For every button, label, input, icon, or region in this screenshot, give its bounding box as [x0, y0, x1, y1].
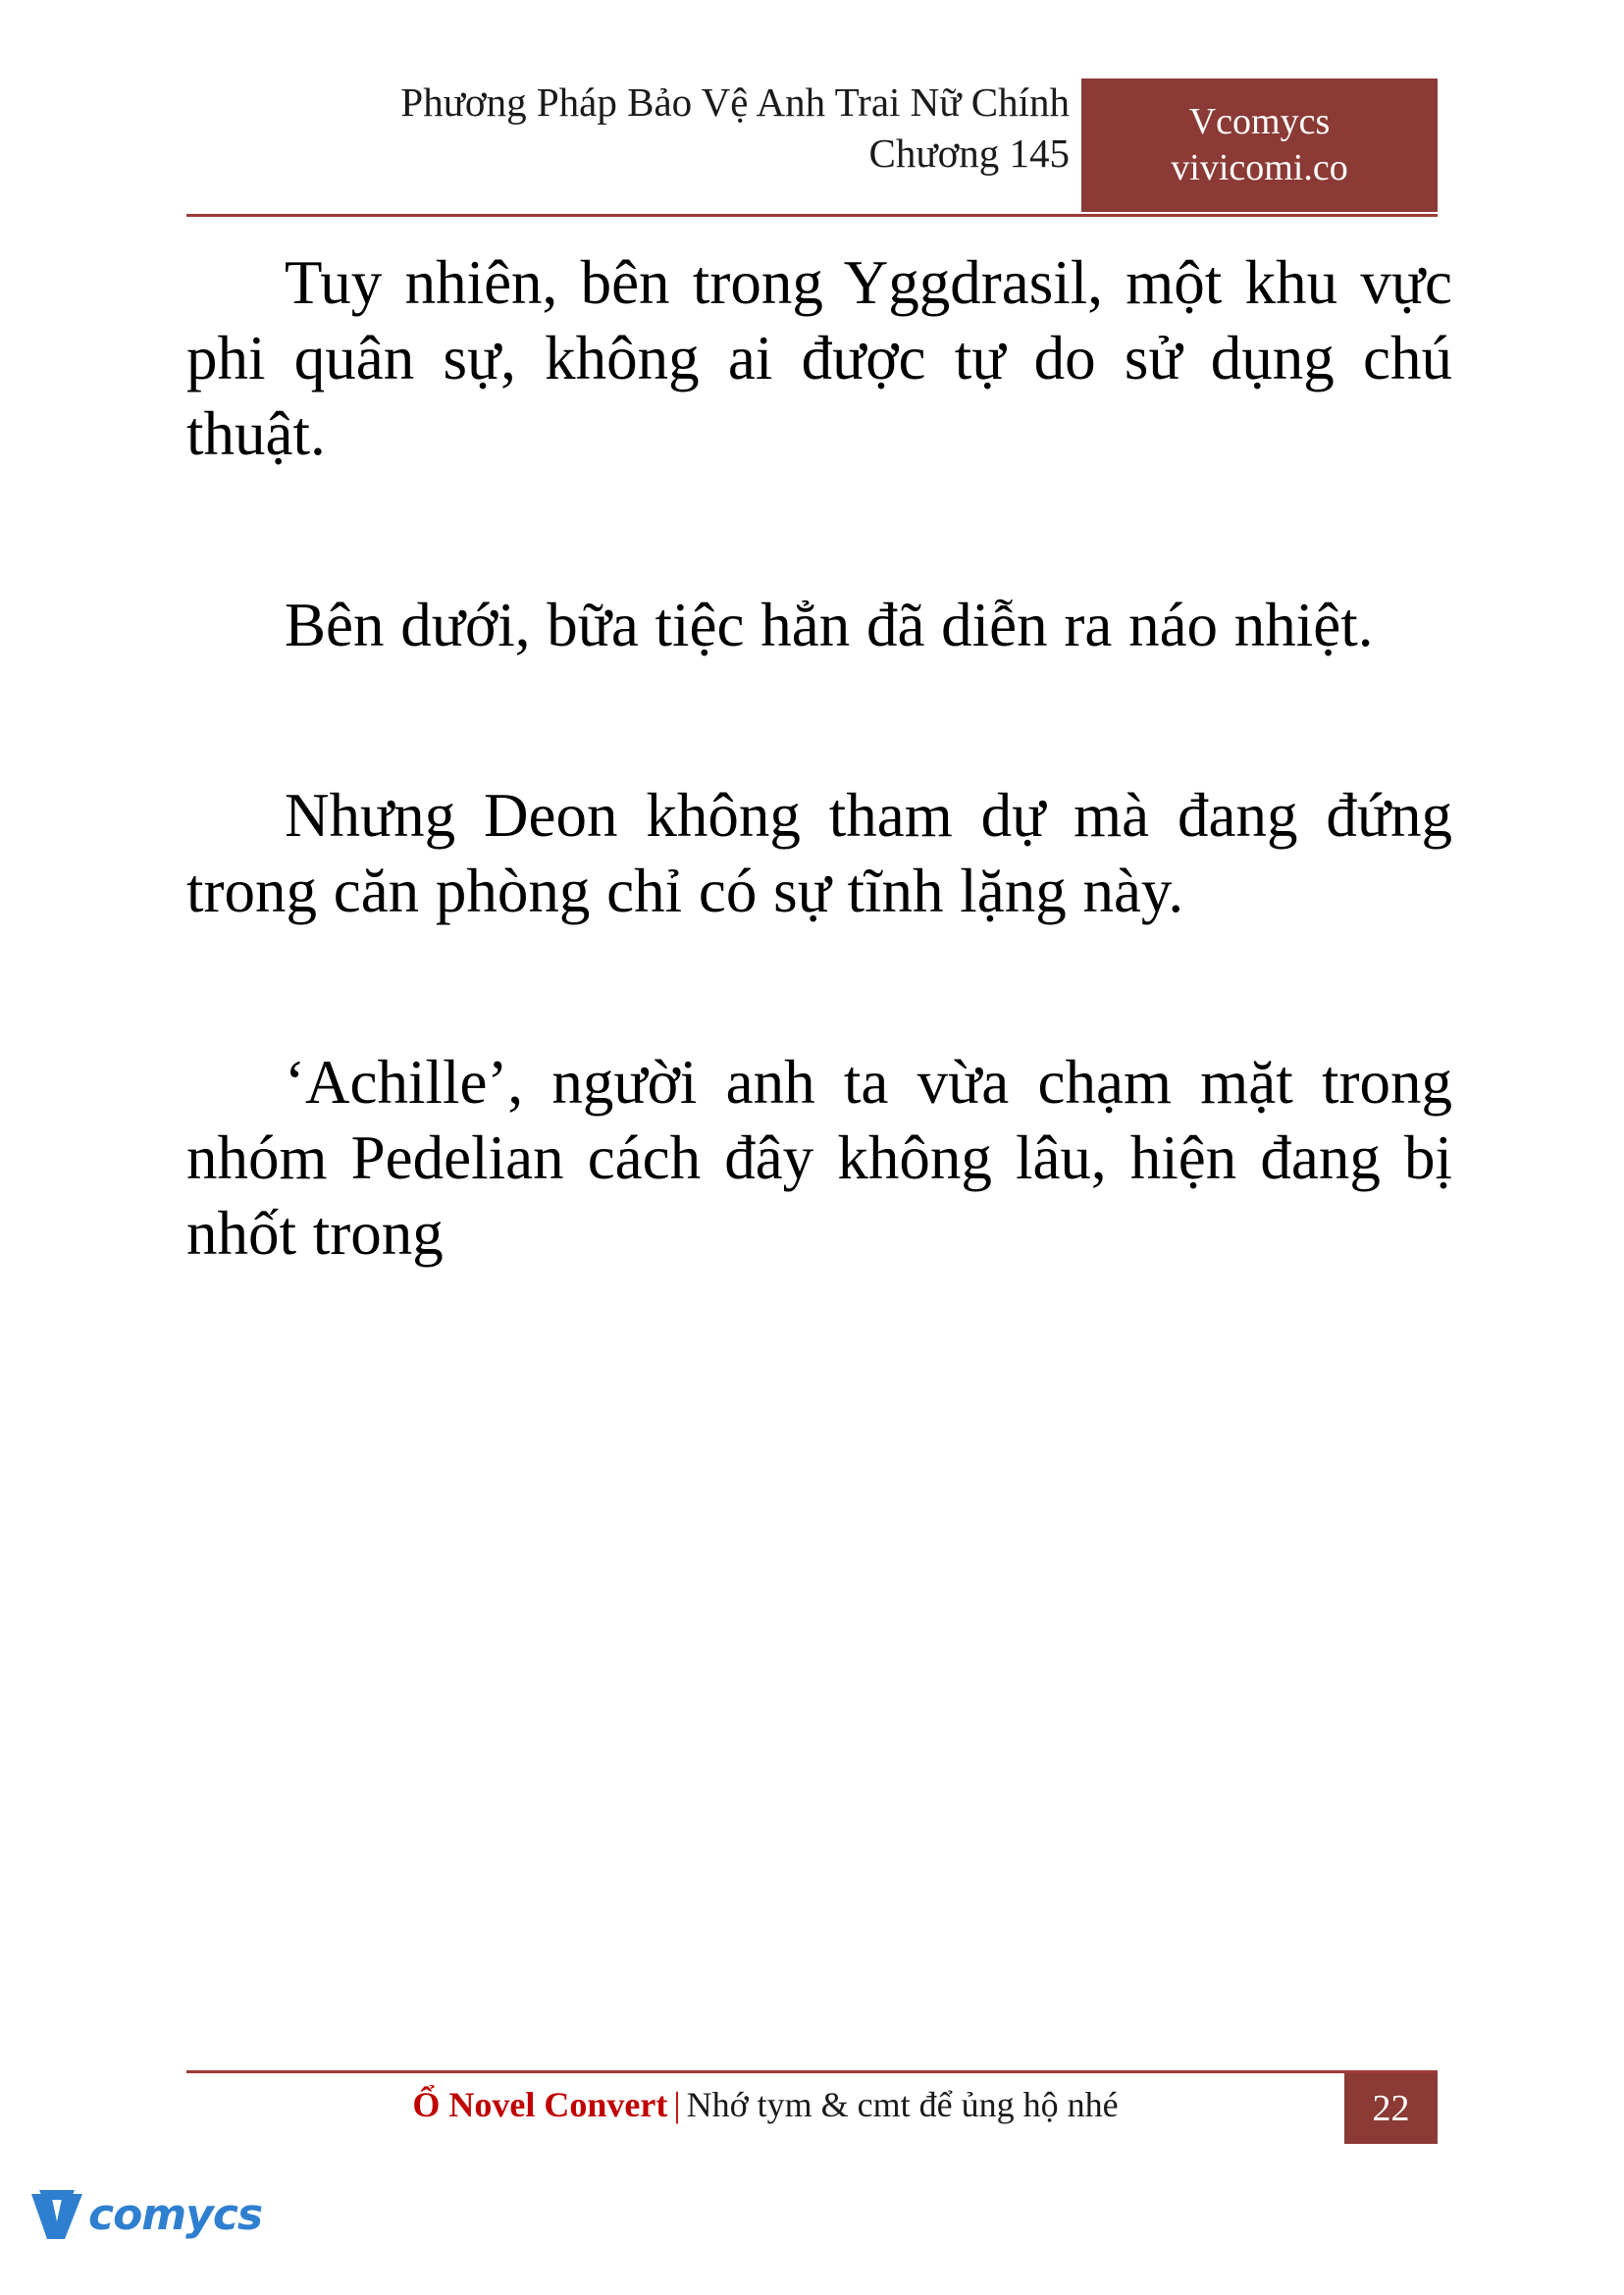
site-badge-url: vivicomi.co	[1171, 147, 1348, 188]
page-number-badge: 22	[1344, 2073, 1438, 2144]
header-title-block	[186, 77, 1070, 179]
footer-separator: |	[673, 2085, 681, 2124]
paragraph: Nhưng Deon không tham dự mà đang đứng trong căn phòng chỉ có sự tĩnh lặng này.	[186, 781, 1452, 926]
page-header	[186, 77, 1438, 214]
site-badge-name: Vcomycs	[1188, 100, 1331, 142]
novel-title: Phương Pháp Bảo Vệ Anh Trai Nữ Chính	[400, 79, 1070, 125]
chapter-label: Chương 145	[868, 130, 1070, 176]
paragraph: ‘Achille’, người anh ta vừa chạm mặt trong nhóm Pedelian cách đây không lâu, hiện đang bị nhốt trong	[186, 1048, 1452, 1268]
paragraph: Tuy nhiên, bên trong Yggdrasil, một khu vực phi quân sự, không ai được tự do sử dụng chú thuật.	[186, 248, 1452, 468]
paragraph: Bên dưới, bữa tiệc hẳn đã diễn ra náo nhiệt.	[285, 590, 1374, 659]
vcomycs-v-icon	[29, 2188, 84, 2243]
page-footer	[186, 2070, 1438, 2147]
watermark-label: comycs	[88, 2190, 263, 2240]
page-content	[186, 245, 1452, 1272]
site-badge	[1081, 78, 1438, 212]
header-divider	[186, 214, 1438, 217]
watermark-logo	[29, 2173, 263, 2257]
footer-divider	[186, 2070, 1438, 2073]
footer-credit	[186, 2084, 1344, 2125]
footer-note: Nhớ tym & cmt để ủng hộ nhé	[686, 2085, 1119, 2124]
footer-brand: Ổ Novel Convert	[412, 2085, 668, 2124]
